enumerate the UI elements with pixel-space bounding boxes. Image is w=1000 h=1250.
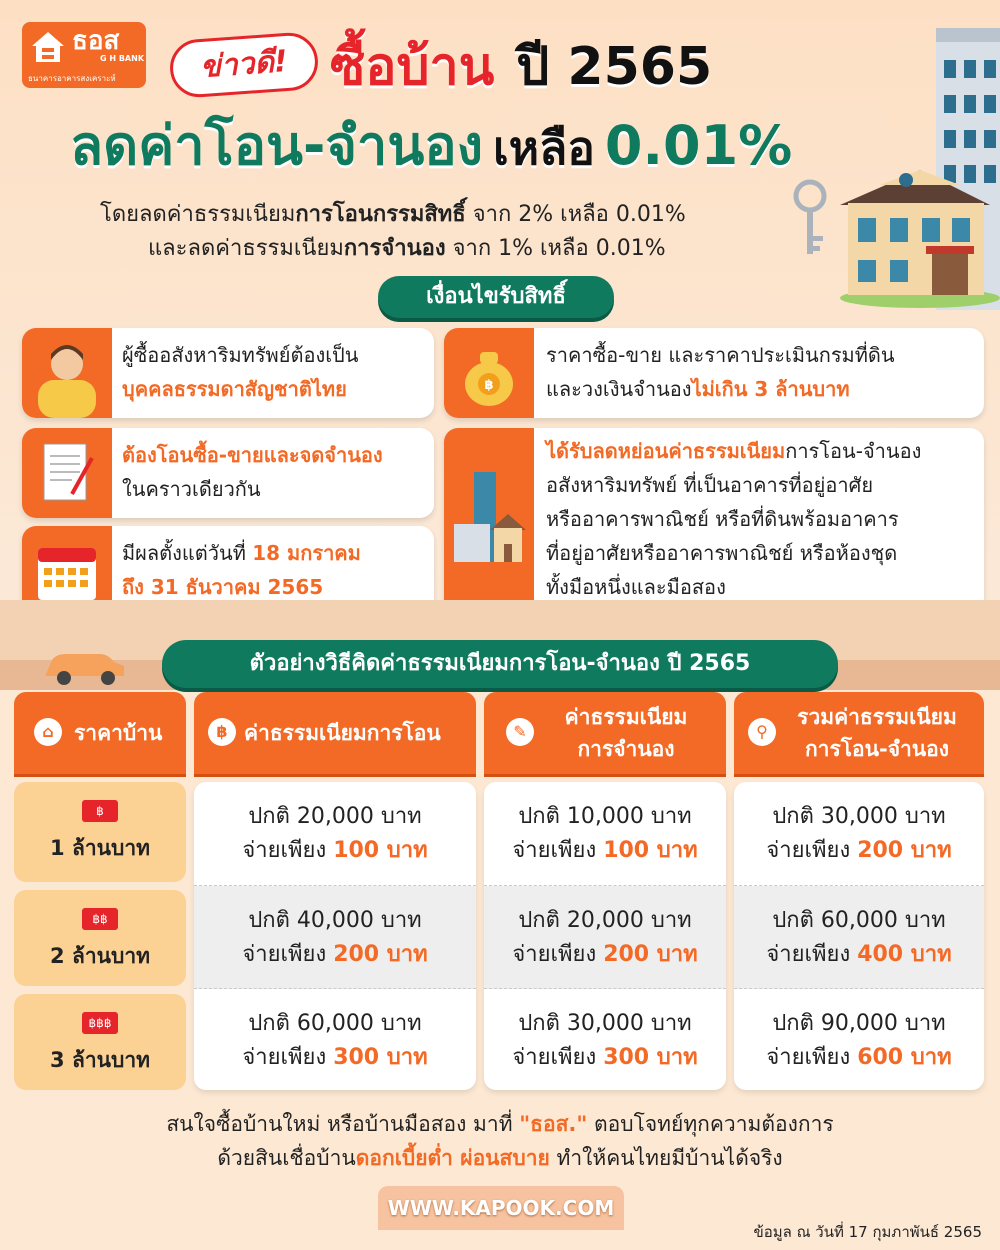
car-icon bbox=[40, 640, 130, 686]
condition-5-line2: อสังหาริมทรัพย์ ที่เป็นอาคารที่อยู่อาศัย bbox=[546, 473, 874, 497]
transfer-pay-3: 300 บาท bbox=[333, 1045, 428, 1070]
pay-prefix: จ่ายเพียง bbox=[766, 838, 858, 863]
pay-prefix: จ่ายเพียง bbox=[766, 942, 858, 967]
total-normal-1: ปกติ 30,000 บาท bbox=[772, 804, 946, 829]
column-transfer-fee bbox=[194, 782, 476, 1090]
document-pen-icon: ✎ bbox=[506, 718, 534, 746]
logo-english: G H BANK bbox=[100, 54, 145, 63]
header-house-price-label: ราคาบ้าน bbox=[74, 721, 163, 745]
column-total-fee bbox=[734, 782, 984, 1090]
pay-prefix: จ่ายเพียง bbox=[242, 838, 334, 863]
transfer-pay-1: 100 บาท bbox=[333, 838, 428, 863]
total-pay-1: 200 บาท bbox=[857, 838, 952, 863]
subtitle-l2-post: จาก 1% เหลือ 0.01% bbox=[445, 236, 666, 261]
condition-3-line1: ต้องโอนซื้อ-ขายและจดจำนอง bbox=[122, 443, 383, 467]
footer-l1-pre: สนใจซื้อบ้านใหม่ หรือบ้านมือสอง มาที่ bbox=[166, 1112, 520, 1136]
footer-low-interest: ดอกเบี้ยต่ำ ผ่อนสบาย bbox=[355, 1146, 550, 1170]
condition-card-price-limit bbox=[444, 328, 984, 418]
mortgage-cell-3 bbox=[484, 989, 726, 1090]
mortgage-pay-2: 200 บาท bbox=[603, 942, 698, 967]
good-news-badge: ข่าวดี! bbox=[168, 31, 320, 99]
condition-5-line1-post: การโอน-จำนอง bbox=[785, 439, 922, 463]
total-cell-3 bbox=[734, 989, 984, 1090]
condition-2-limit: ไม่เกิน 3 ล้านบาท bbox=[691, 377, 850, 401]
row-label-2 bbox=[14, 890, 186, 986]
pay-prefix: จ่ายเพียง bbox=[242, 1045, 334, 1070]
transfer-normal-3: ปกติ 60,000 บาท bbox=[248, 1011, 422, 1036]
gh-bank-logo bbox=[22, 22, 146, 88]
condition-2-line2-pre: และวงเงินจำนอง bbox=[546, 377, 692, 401]
banknotes-stack-icon: ฿฿฿ bbox=[82, 1012, 118, 1034]
house-logo-icon bbox=[30, 30, 66, 64]
footer-l2-post: ทำให้คนไทยมีบ้านได้จริง bbox=[549, 1146, 783, 1170]
subtitle-l1-post: จาก 2% เหลือ 0.01% bbox=[465, 202, 686, 227]
header-total-fee bbox=[734, 692, 984, 774]
headline-buy-house: ซื้อบ้าน bbox=[330, 37, 495, 97]
condition-card-nationality bbox=[22, 328, 434, 418]
total-cell-2 bbox=[734, 886, 984, 989]
header-mortgage-fee-line2: การจำนอง bbox=[577, 737, 675, 761]
transfer-cell-2 bbox=[194, 886, 476, 989]
condition-card-property-types bbox=[444, 428, 984, 616]
condition-5-line1 bbox=[546, 434, 921, 468]
pay-prefix: จ่ายเพียง bbox=[242, 942, 334, 967]
pay-prefix: จ่ายเพียง bbox=[512, 942, 604, 967]
header-transfer-fee bbox=[194, 692, 476, 774]
row-2-price: 2 ล้านบาท bbox=[50, 944, 150, 968]
condition-2-line1: ราคาซื้อ-ขาย และราคาประเมินกรมที่ดิน bbox=[546, 343, 895, 367]
transfer-cell-3 bbox=[194, 989, 476, 1090]
subtitle-transfer bbox=[100, 196, 686, 231]
headline-year: ปี 2565 bbox=[516, 37, 713, 97]
conditions-title: เงื่อนไขรับสิทธิ์ bbox=[378, 276, 614, 318]
pay-prefix: จ่ายเพียง bbox=[512, 838, 604, 863]
transfer-pay-2: 200 บาท bbox=[333, 942, 428, 967]
condition-4-start-date: 18 มกราคม bbox=[252, 541, 361, 565]
data-date-note: ข้อมูล ณ วันที่ 17 กุมภาพันธ์ 2565 bbox=[753, 1223, 982, 1241]
mortgage-normal-3: ปกติ 30,000 บาท bbox=[518, 1011, 692, 1036]
footer-line2 bbox=[0, 1142, 1000, 1175]
footer-ghb: "ธอส." bbox=[519, 1112, 588, 1136]
headline-rate: 0.01% bbox=[604, 114, 793, 177]
condition-4-line1 bbox=[122, 536, 361, 570]
total-cell-1 bbox=[734, 782, 984, 885]
banknote-icon: ฿ bbox=[82, 800, 118, 822]
header-mortgage-fee bbox=[484, 692, 726, 774]
mortgage-cell-1 bbox=[484, 782, 726, 885]
baht-coin-icon: ฿ bbox=[208, 718, 236, 746]
headline-line1 bbox=[330, 24, 712, 107]
money-bag-icon bbox=[444, 328, 534, 418]
document-icon-box bbox=[22, 428, 112, 518]
condition-5-line4: ที่อยู่อาศัยหรืออาคารพาณิชย์ หรือห้องชุด bbox=[546, 541, 898, 565]
header-transfer-fee-label: ค่าธรรมเนียมการโอน bbox=[244, 721, 441, 745]
website-link[interactable]: WWW.KAPOOK.COM bbox=[378, 1186, 624, 1230]
footer-l1-post: ตอบโจทย์ทุกความต้องการ bbox=[587, 1112, 834, 1136]
pay-prefix: จ่ายเพียง bbox=[512, 1045, 604, 1070]
header-total-fee-line2: การโอน-จำนอง bbox=[804, 737, 950, 761]
example-title: ตัวอย่างวิธีคิดค่าธรรมเนียมการโอน-จำนอง ปี 2565 bbox=[162, 640, 838, 688]
pay-prefix: จ่ายเพียง bbox=[766, 1045, 858, 1070]
document-icon bbox=[22, 428, 112, 518]
mortgage-normal-2: ปกติ 20,000 บาท bbox=[518, 908, 692, 933]
buildings-icon bbox=[444, 428, 534, 616]
header-house-price bbox=[14, 692, 186, 774]
footer-line1 bbox=[0, 1108, 1000, 1141]
logo-thai: ธอส bbox=[72, 26, 120, 56]
headline-line2 bbox=[70, 102, 792, 188]
subtitle-mortgage bbox=[148, 230, 666, 265]
row-label-1 bbox=[14, 782, 186, 882]
condition-5-line3: หรืออาคารพาณิชย์ หรือที่ดินพร้อมอาคาร bbox=[546, 507, 899, 531]
mortgage-pay-3: 300 บาท bbox=[603, 1045, 698, 1070]
total-normal-2: ปกติ 60,000 บาท bbox=[772, 908, 946, 933]
condition-1-line2: บุคคลธรรมดาสัญชาติไทย bbox=[122, 377, 347, 401]
person-icon bbox=[22, 328, 112, 418]
condition-5-line5: ทั้งมือหนึ่งและมือสอง bbox=[546, 575, 726, 599]
subtitle-l1-pre: โดยลดค่าธรรมเนียม bbox=[100, 202, 296, 227]
total-pay-2: 400 บาท bbox=[857, 942, 952, 967]
person-icon-box bbox=[22, 328, 112, 418]
condition-4-line1-pre: มีผลตั้งแต่วันที่ bbox=[122, 541, 253, 565]
condition-card-same-time bbox=[22, 428, 434, 518]
total-normal-3: ปกติ 90,000 บาท bbox=[772, 1011, 946, 1036]
column-mortgage-fee bbox=[484, 782, 726, 1090]
transfer-normal-2: ปกติ 40,000 บาท bbox=[248, 908, 422, 933]
header-total-fee-line1: รวมค่าธรรมเนียม bbox=[797, 705, 957, 729]
logo-subtitle: ธนาคารอาคารสงเคราะห์ bbox=[28, 74, 116, 83]
condition-4-line2: ถึง 31 ธันวาคม 2565 bbox=[122, 575, 324, 599]
condition-2-line2 bbox=[546, 372, 850, 406]
transfer-cell-1 bbox=[194, 782, 476, 885]
subtitle-l2-pre: และลดค่าธรรมเนียม bbox=[148, 236, 344, 261]
row-1-price: 1 ล้านบาท bbox=[50, 836, 150, 860]
building-illustration bbox=[840, 20, 1000, 310]
transfer-normal-1: ปกติ 20,000 บาท bbox=[248, 804, 422, 829]
mortgage-cell-2 bbox=[484, 886, 726, 989]
total-pay-3: 600 บาท bbox=[857, 1045, 952, 1070]
magnifier-coin-icon: ⚲ bbox=[748, 718, 776, 746]
row-3-price: 3 ล้านบาท bbox=[50, 1048, 150, 1072]
mortgage-pay-1: 100 บาท bbox=[603, 838, 698, 863]
subtitle-l1-bold: การโอนกรรมสิทธิ์ bbox=[295, 202, 466, 227]
header-mortgage-fee-line1: ค่าธรรมเนียม bbox=[564, 705, 688, 729]
banknotes-icon: ฿฿ bbox=[82, 908, 118, 930]
headline-reduce: ลดค่าโอน-จำนอง bbox=[70, 114, 484, 177]
mortgage-normal-1: ปกติ 10,000 บาท bbox=[518, 804, 692, 829]
footer-l2-pre: ด้วยสินเชื่อบ้าน bbox=[217, 1146, 356, 1170]
condition-5-discount: ได้รับลดหย่อนค่าธรรมเนียม bbox=[546, 439, 786, 463]
buildings-icon-box bbox=[444, 428, 534, 616]
money-bag-icon-box bbox=[444, 328, 534, 418]
subtitle-l2-bold: การจำนอง bbox=[343, 236, 446, 261]
condition-3-line2: ในคราวเดียวกัน bbox=[122, 477, 261, 501]
house-icon: ⌂ bbox=[34, 718, 62, 746]
svg-text:฿: ฿ bbox=[484, 378, 494, 393]
condition-1-line1: ผู้ซื้ออสังหาริมทรัพย์ต้องเป็น bbox=[122, 343, 359, 367]
row-label-3 bbox=[14, 994, 186, 1090]
headline-remain: เหลือ bbox=[493, 121, 595, 175]
